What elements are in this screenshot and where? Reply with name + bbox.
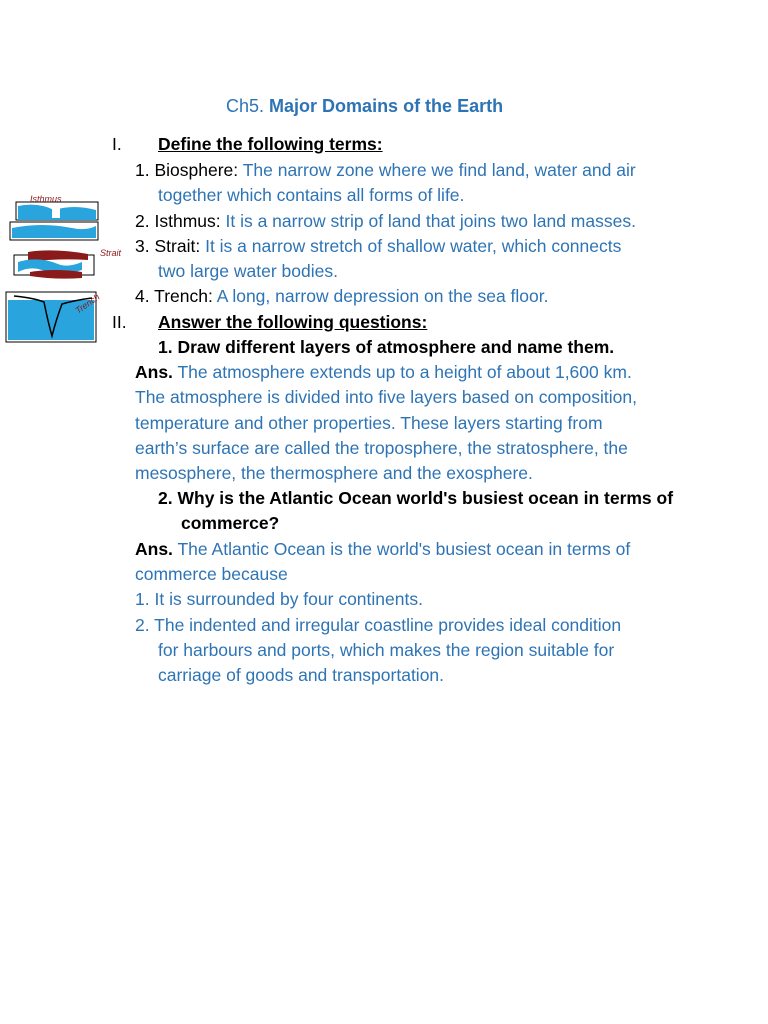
answer-1: [135, 362, 632, 383]
item-number: 2.: [135, 211, 150, 231]
point-number: 1.: [135, 589, 150, 609]
item-definition-cont: two large water bodies.: [158, 261, 338, 281]
item-term: Biosphere:: [154, 160, 239, 180]
question-1: [158, 337, 614, 358]
point-text: It is surrounded by four continents.: [154, 589, 423, 609]
question-text: Draw different layers of atmosphere and name them.: [177, 337, 615, 357]
item-number: 1.: [135, 160, 150, 180]
answer-label: Ans.: [135, 539, 173, 559]
def-item-isthmus: [135, 211, 636, 232]
question-text-cont: commerce?: [181, 513, 280, 533]
question-text: Why is the Atlantic Ocean world's busiest ocean in terms of: [177, 488, 674, 508]
strait-sketch: [14, 248, 122, 279]
page-title: [226, 96, 503, 117]
trench-sketch: [6, 292, 102, 342]
answer-text: earth’s surface are called the troposphere, the stratosphere, the: [135, 438, 628, 458]
item-number: 4.: [135, 286, 150, 306]
title-prefix: Ch5.: [226, 96, 265, 116]
item-definition: It is a narrow strip of land that joins two land masses.: [225, 211, 636, 231]
answer-text: The atmosphere is divided into five layers based on composition,: [135, 387, 637, 407]
item-definition: It is a narrow stretch of shallow water, which connects: [205, 236, 622, 256]
def-item-strait: [135, 236, 621, 257]
answer-text: temperature and other properties. These layers starting from: [135, 413, 603, 433]
section1-heading: Define the following terms:: [158, 134, 383, 154]
section2-numeral: II.: [112, 312, 127, 332]
trench-label: Trench: [73, 291, 102, 316]
strait-label: Strait: [100, 248, 122, 258]
title-main: Major Domains of the Earth: [269, 96, 504, 116]
def-item-trench: [135, 286, 549, 307]
answer-text: mesosphere, the thermosphere and the exosphere.: [135, 463, 533, 483]
item-number: 3.: [135, 236, 150, 256]
point-number: 2.: [135, 615, 150, 635]
isthmus-sketch: [10, 194, 98, 240]
item-definition-cont: together which contains all forms of life.: [158, 185, 465, 205]
item-definition: A long, narrow depression on the sea floor.: [216, 286, 549, 306]
item-term: Isthmus:: [154, 211, 221, 231]
section1-numeral: I.: [112, 134, 122, 154]
answer-text: The atmosphere extends up to a height of about 1,600 km.: [177, 362, 632, 382]
question-number: 2.: [158, 488, 173, 508]
question-number: 1.: [158, 337, 173, 357]
question-2: [158, 488, 673, 509]
margin-sketches: [0, 0, 140, 350]
point-text-cont: carriage of goods and transportation.: [158, 665, 445, 685]
item-term: Strait:: [154, 236, 201, 256]
point-2: [135, 615, 621, 636]
item-definition: The narrow zone where we find land, water and air: [242, 160, 636, 180]
section2-heading: Answer the following questions:: [158, 312, 428, 332]
answer-text: commerce because: [135, 564, 288, 584]
isthmus-label: Isthmus: [30, 194, 62, 204]
point-text-cont: for harbours and ports, which makes the region suitable for: [158, 640, 615, 660]
answer-label: Ans.: [135, 362, 173, 382]
point-text: The indented and irregular coastline provides ideal condition: [154, 615, 622, 635]
point-1: [135, 589, 423, 610]
item-term: Trench:: [154, 286, 213, 306]
answer-text: The Atlantic Ocean is the world's busiest ocean in terms of: [177, 539, 631, 559]
def-item-biosphere: [135, 160, 636, 181]
answer-2: [135, 539, 630, 560]
